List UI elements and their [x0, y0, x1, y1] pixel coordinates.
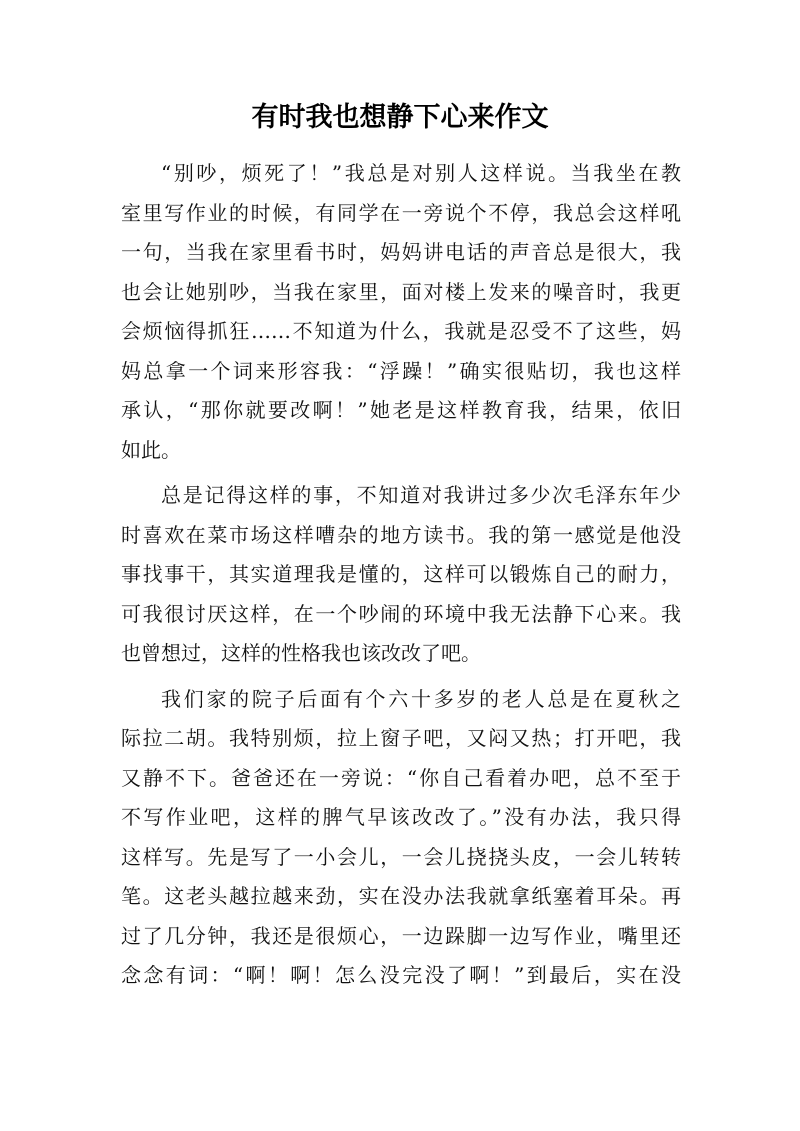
paragraph-1 — [121, 154, 681, 470]
paragraph-line: 室里写作业的时候，有同学在一旁说个不停，我总会这样吼 — [121, 200, 681, 225]
paragraph-line: 又静不下。爸爸还在一旁说：“你自己看着办吧，总不至于 — [121, 765, 681, 790]
paragraph-line: 妈总拿一个词来形容我：“浮躁！”确实很贴切，我也这样 — [121, 358, 681, 383]
paragraph-line: 事找事干，其实道理我是懂的，这样可以锻炼自己的耐力， — [121, 562, 681, 586]
paragraph-2 — [121, 476, 681, 674]
document-title: 有时我也想静下心来作文 — [251, 102, 549, 133]
paragraph-line: 笔。这老头越拉越来劲，实在没办法我就拿纸塞着耳朵。再 — [121, 884, 681, 908]
paragraph-line: 一句，当我在家里看书时，妈妈讲电话的声音总是很大，我 — [121, 240, 681, 264]
paragraph-3 — [121, 680, 681, 996]
paragraph-line: 总是记得这样的事，不知道对我讲过多少次毛泽东年少 — [161, 483, 681, 507]
paragraph-line: 会烦恼得抓狂……不知道为什么，我就是忍受不了这些，妈 — [121, 319, 681, 343]
paragraph-line: 可我很讨厌这样，在一个吵闹的环境中我无法静下心来。我 — [121, 601, 681, 626]
paragraph-line: “别吵，烦死了！”我总是对别人这样说。当我坐在教 — [161, 161, 681, 185]
paragraph-line: 过了几分钟，我还是很烦心，一边跺脚一边写作业，嘴里还 — [121, 923, 681, 948]
document-body — [121, 154, 681, 996]
paragraph-line: 念念有词：“啊！啊！怎么没完没了啊！”到最后，实在没 — [121, 963, 681, 987]
paragraph-line: 承认，“那你就要改啊！”她老是这样教育我，结果，依旧 — [121, 398, 681, 422]
paragraph-line: 际拉二胡。我特别烦，拉上窗子吧，又闷又热；打开吧，我 — [121, 726, 681, 750]
paragraph-line: 也会让她别吵，当我在家里，面对楼上发来的噪音时，我更 — [121, 279, 681, 304]
paragraph-line: 不写作业吧，这样的脾气早该改改了。”没有办法，我只得 — [121, 805, 681, 829]
paragraph-line: 如此。 — [121, 437, 181, 462]
paragraph-line: 时喜欢在菜市场这样嘈杂的地方读书。我的第一感觉是他没 — [121, 522, 681, 547]
paragraph-line: 我们家的院子后面有个六十多岁的老人总是在夏秋之 — [161, 686, 681, 711]
paragraph-line: 也曾想过，这样的性格我也该改改了吧。 — [121, 641, 481, 665]
paragraph-line: 这样写。先是写了一小会儿，一会儿挠挠头皮，一会儿转转 — [121, 844, 681, 869]
